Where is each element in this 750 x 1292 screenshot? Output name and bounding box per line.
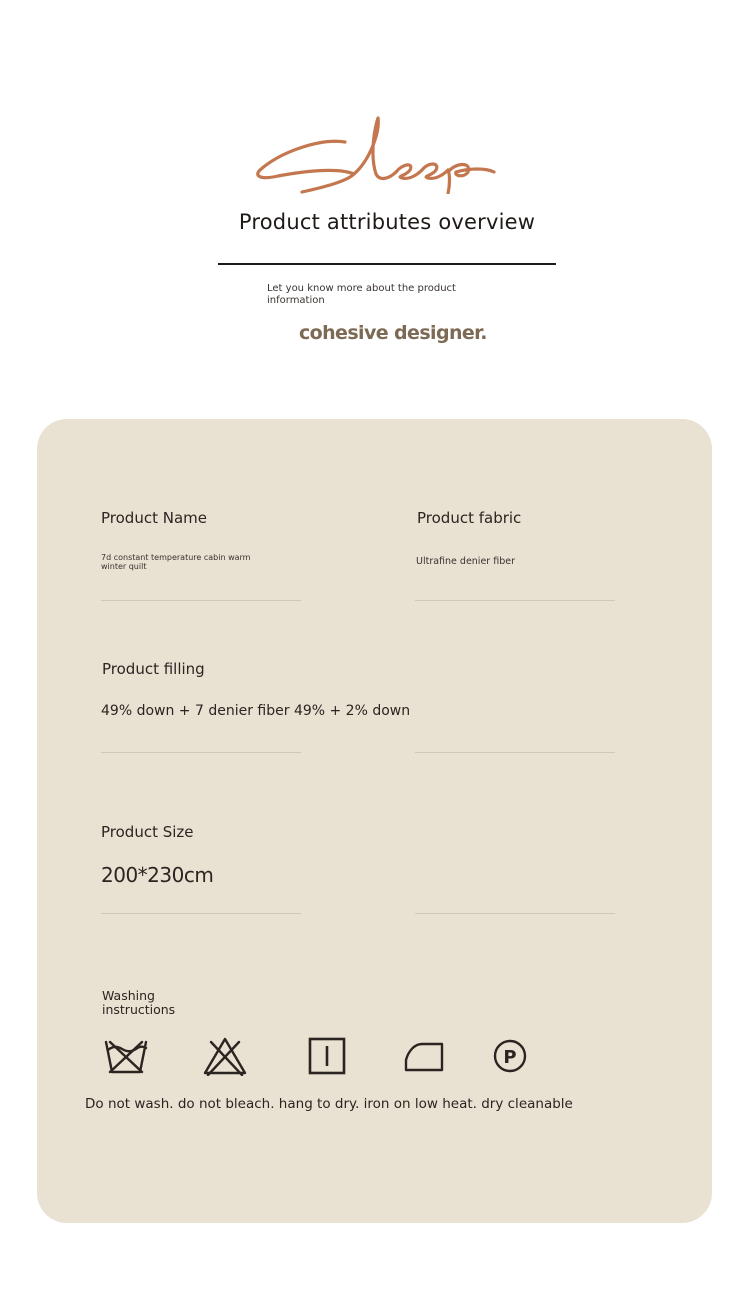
do-not-bleach-icon: [202, 1036, 248, 1076]
product-filling-label: Product filling: [102, 660, 205, 678]
washing-instructions-label: Washing instructions: [102, 988, 176, 1017]
product-size-divider: [101, 913, 301, 914]
dry-clean-p-icon: [488, 1036, 534, 1076]
product-size-divider-right: [415, 913, 615, 914]
product-fabric-value: Ultrafine denier fiber: [416, 556, 515, 567]
subtitle: Let you know more about the product information: [267, 283, 456, 306]
sleep-script-logo-icon: [250, 112, 500, 194]
product-filling-divider: [101, 752, 301, 753]
product-fabric-label: Product fabric: [417, 509, 522, 527]
product-name-divider: [101, 600, 301, 601]
title-divider: [218, 263, 556, 265]
page-title: Product attributes overview: [238, 210, 536, 234]
do-not-wash-icon: [103, 1036, 149, 1076]
brand-tagline: cohesive designer.: [299, 322, 487, 344]
washing-description: Do not wash. do not bleach. hang to dry. iron on low heat. dry cleanable: [85, 1096, 573, 1112]
product-name-label: Product Name: [101, 509, 207, 527]
product-fabric-divider: [415, 600, 615, 601]
product-filling-divider-right: [415, 752, 615, 753]
hang-dry-icon: [304, 1036, 350, 1076]
product-size-value: 200*230cm: [101, 863, 214, 887]
product-name-value: 7d constant temperature cabin warm winter quilt: [101, 553, 251, 571]
sleep-logo: [250, 112, 500, 194]
iron-low-heat-icon: [400, 1036, 446, 1076]
product-size-label: Product Size: [101, 823, 194, 841]
svg-text:P: P: [503, 1047, 517, 1068]
product-filling-value: 49% down + 7 denier fiber 49% + 2% down: [101, 703, 411, 719]
